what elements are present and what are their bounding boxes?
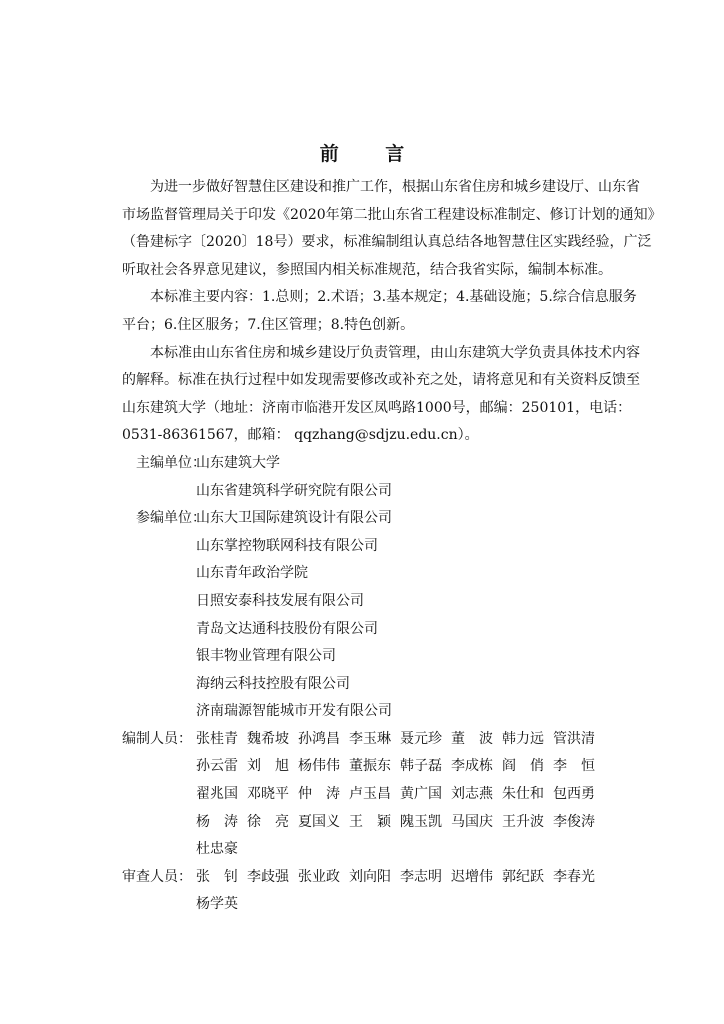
person-name: 杨伟伟 — [298, 758, 340, 775]
participating-units-section — [122, 505, 606, 726]
person-name: 夏国义 — [298, 813, 340, 830]
name-list — [196, 891, 604, 919]
person-name: 李 恒 — [553, 758, 595, 775]
unit-name: 济南瑞源智能城市开发有限公司 — [196, 703, 392, 720]
person-name: 徐 亮 — [247, 813, 289, 830]
person-name: 王 颖 — [349, 813, 391, 830]
section-label: 编制人员： — [122, 730, 192, 747]
personnel-row — [122, 864, 606, 892]
person-name: 杜忠豪 — [196, 841, 238, 858]
section-label — [122, 836, 196, 864]
paragraph-line: 本标准主要内容：1.总则；2.术语；3.基本规定；4.基础设施；5.综合信息服务 — [150, 289, 637, 306]
preface-paragraph — [122, 340, 640, 450]
personnel-row — [122, 781, 606, 809]
person-name: 李春光 — [553, 868, 595, 885]
person-name: 仲 涛 — [298, 786, 340, 803]
unit-row — [122, 560, 606, 588]
unit-name: 青岛文达通科技股份有限公司 — [196, 620, 378, 637]
unit-row — [122, 671, 606, 699]
section-label — [122, 643, 196, 671]
person-name: 包西勇 — [553, 786, 595, 803]
person-name: 邓晓平 — [247, 786, 289, 803]
person-name: 黄广国 — [400, 786, 442, 803]
person-name: 李歧强 — [247, 868, 289, 885]
person-name: 聂元珍 — [400, 730, 442, 747]
person-name: 朱仕和 — [502, 786, 544, 803]
name-list — [196, 726, 604, 754]
personnel-row — [122, 726, 606, 754]
person-name: 孙鸿昌 — [298, 730, 340, 747]
section-label — [122, 781, 196, 809]
paragraph-line: 的解释。标准在执行过程中如发现需要修改或补充之处，请将意见和有关资料反馈至 — [122, 372, 640, 389]
unit-name: 银丰物业管理有限公司 — [196, 648, 336, 665]
unit-name: 山东掌控物联网科技有限公司 — [196, 537, 378, 554]
document-body — [122, 174, 662, 919]
name-list — [196, 809, 604, 837]
person-name: 卢玉昌 — [349, 786, 391, 803]
section-label — [122, 809, 196, 837]
personnel-row — [122, 809, 606, 837]
unit-name: 日照安泰科技发展有限公司 — [196, 592, 364, 609]
person-name: 马国庆 — [451, 813, 493, 830]
section-label — [122, 533, 196, 561]
section-label — [122, 616, 196, 644]
unit-row — [122, 643, 606, 671]
person-name: 李成栋 — [451, 758, 493, 775]
name-list — [196, 781, 604, 809]
chief-units-section — [122, 450, 606, 505]
unit-name: 山东建筑大学 — [196, 454, 280, 471]
section-label: 参编单位： — [136, 510, 206, 527]
paragraph-line: 听取社会各界意见建议，参照国内相关标准规范，结合我省实际，编制本标准。 — [122, 261, 612, 278]
unit-row — [122, 588, 606, 616]
section-label — [122, 671, 196, 699]
preface-paragraph — [122, 174, 662, 284]
personnel-row — [122, 753, 606, 781]
unit-name: 山东大卫国际建筑设计有限公司 — [196, 510, 392, 527]
section-label — [122, 478, 196, 506]
unit-row — [122, 533, 606, 561]
section-label — [122, 560, 196, 588]
person-name: 隗玉凯 — [400, 813, 442, 830]
paragraph-line: 为进一步做好智慧住区建设和推广工作，根据山东省住房和城乡建设厅、山东省 — [150, 179, 640, 195]
person-name: 杨 涛 — [196, 813, 238, 830]
paragraph-line: 山东建筑大学（地址：济南市临港开发区凤鸣路1000号，邮编：250101，电话： — [122, 399, 632, 416]
personnel-row — [122, 836, 606, 864]
person-name: 刘 旭 — [247, 758, 289, 775]
person-name: 刘向阳 — [349, 868, 391, 885]
person-name: 阎 俏 — [502, 758, 544, 775]
person-name: 魏希坡 — [247, 730, 289, 747]
person-name: 刘志燕 — [451, 786, 493, 803]
section-label — [122, 588, 196, 616]
section-label — [122, 698, 196, 726]
personnel-row — [122, 891, 606, 919]
name-list — [196, 864, 604, 892]
person-name: 翟兆国 — [196, 786, 238, 803]
person-name: 杨学英 — [196, 896, 238, 913]
person-name: 韩力远 — [502, 730, 544, 747]
person-name: 管洪清 — [553, 730, 595, 747]
paragraph-line: 市场监督管理局关于印发《2020年第二批山东省工程建设标准制定、修订计划的通知》 — [122, 206, 662, 223]
unit-row — [122, 450, 606, 478]
person-name: 张 钊 — [196, 868, 238, 885]
paragraph-line: 平台；6.住区服务；7.住区管理；8.特色创新。 — [122, 316, 415, 333]
person-name: 王升波 — [502, 813, 544, 830]
unit-row — [122, 616, 606, 644]
person-name: 张业政 — [298, 868, 340, 885]
unit-name: 山东省建筑科学研究院有限公司 — [196, 482, 392, 499]
preface-paragraph — [122, 284, 637, 339]
paragraph-line: 本标准由山东省住房和城乡建设厅负责管理，由山东建筑大学负责具体技术内容 — [150, 344, 640, 361]
person-name: 张桂青 — [196, 730, 238, 747]
page-title: 前 言 — [319, 143, 425, 165]
section-label — [122, 753, 196, 781]
name-list — [196, 753, 604, 781]
person-name: 迟增伟 — [451, 868, 493, 885]
unit-name: 海纳云科技控股有限公司 — [196, 675, 350, 692]
unit-row — [122, 698, 606, 726]
section-label — [122, 891, 196, 919]
paragraph-line: 0531-86361567，邮箱： qqzhang@sdjzu.edu.cn）。 — [122, 427, 479, 444]
section-label: 主编单位： — [136, 454, 206, 471]
person-name: 李志明 — [400, 868, 442, 885]
unit-row — [122, 478, 606, 506]
person-name: 郭纪跃 — [502, 868, 544, 885]
person-name: 孙云雷 — [196, 758, 238, 775]
preface-paragraphs — [122, 174, 662, 450]
person-name: 李俊涛 — [553, 813, 595, 830]
name-list — [196, 836, 604, 864]
unit-row — [122, 505, 606, 533]
person-name: 董 波 — [451, 730, 493, 747]
person-name: 韩子磊 — [400, 758, 442, 775]
reviewers-section — [122, 864, 606, 919]
person-name: 董振东 — [349, 758, 391, 775]
paragraph-line: （鲁建标字〔2020〕18号）要求，标准编制组认真总结各地智慧住区实践经验，广泛 — [122, 234, 652, 251]
person-name: 李玉琳 — [349, 730, 391, 747]
drafters-section — [122, 726, 606, 864]
unit-name: 山东青年政治学院 — [196, 565, 308, 582]
section-label: 审查人员： — [122, 868, 192, 885]
